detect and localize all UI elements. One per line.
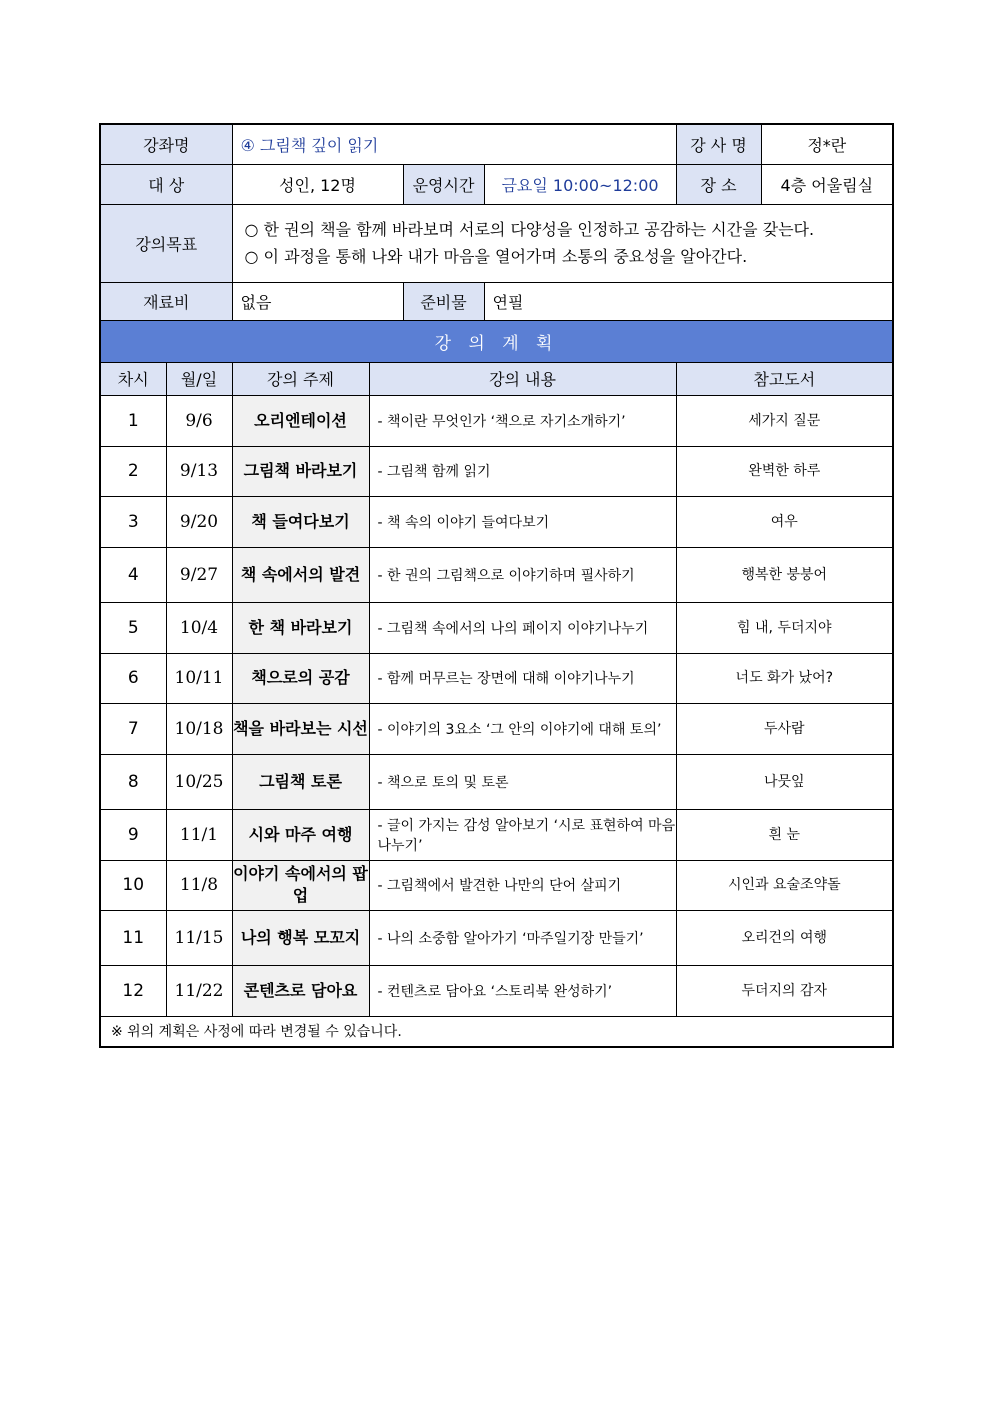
- session-reference: 두더지의 감자: [676, 965, 893, 1016]
- material-fee-label: 재료비: [100, 282, 232, 320]
- plan-row: [100, 965, 893, 1016]
- info-row-goal: [100, 204, 893, 282]
- session-topic: 책을 바라보는 시선: [232, 703, 369, 754]
- session-date: 11/15: [166, 910, 232, 965]
- session-content: - 나의 소중함 알아가기 ‘마주일기장 만들기’: [369, 910, 676, 965]
- session-date: 10/25: [166, 754, 232, 809]
- session-content: - 그림책에서 발견한 나만의 단어 살피기: [369, 860, 676, 910]
- instructor-name: 정*란: [761, 124, 893, 164]
- session-topic: 책 들여다보기: [232, 496, 369, 547]
- place-value: 4층 어울림실: [761, 164, 893, 204]
- course-name: ④ 그림책 깊이 읽기: [232, 124, 676, 164]
- header-no: 차시: [100, 362, 166, 395]
- session-number: 6: [100, 653, 166, 703]
- header-reference: 참고도서: [676, 362, 893, 395]
- plan-row: [100, 547, 893, 602]
- session-number: 5: [100, 602, 166, 653]
- session-content: - 함께 머무르는 장면에 대해 이야기나누기: [369, 653, 676, 703]
- material-fee-value: 없음: [232, 282, 403, 320]
- session-topic: 시와 마주 여행: [232, 809, 369, 860]
- session-number: 4: [100, 547, 166, 602]
- session-topic: 콘텐츠로 담아요: [232, 965, 369, 1016]
- session-topic: 오리엔테이션: [232, 395, 369, 446]
- note-text: ※ 위의 계획은 사정에 따라 변경될 수 있습니다.: [100, 1016, 893, 1047]
- session-date: 9/13: [166, 446, 232, 496]
- session-date: 11/22: [166, 965, 232, 1016]
- header-date: 월/일: [166, 362, 232, 395]
- session-content: - 그림책 함께 읽기: [369, 446, 676, 496]
- session-reference: 오리건의 여행: [676, 910, 893, 965]
- session-reference: 완벽한 하루: [676, 446, 893, 496]
- time-value: 금요일 10:00~12:00: [484, 164, 676, 204]
- course-label: 강좌명: [100, 124, 232, 164]
- session-number: 1: [100, 395, 166, 446]
- session-number: 3: [100, 496, 166, 547]
- session-number: 10: [100, 860, 166, 910]
- plan-row: [100, 602, 893, 653]
- target-label: 대 상: [100, 164, 232, 204]
- session-topic: 책으로의 공감: [232, 653, 369, 703]
- session-content: - 컨텐츠로 담아요 ‘스토리북 완성하기’: [369, 965, 676, 1016]
- plan-header-row: [100, 362, 893, 395]
- session-reference: 흰 눈: [676, 809, 893, 860]
- session-number: 11: [100, 910, 166, 965]
- plan-row: [100, 395, 893, 446]
- session-content: - 그림책 속에서의 나의 페이지 이야기나누기: [369, 602, 676, 653]
- supplies-value: 연필: [484, 282, 893, 320]
- plan-row: [100, 703, 893, 754]
- session-content: - 글이 가지는 감성 알아보기 ‘시로 표현하여 마음 나누기’: [369, 809, 676, 860]
- session-topic: 이야기 속에서의 팝업: [232, 860, 369, 910]
- session-number: 2: [100, 446, 166, 496]
- session-reference: 세가지 질문: [676, 395, 893, 446]
- goal-label: 강의목표: [100, 204, 232, 282]
- session-date: 11/1: [166, 809, 232, 860]
- info-row-material: [100, 282, 893, 320]
- plan-row: [100, 653, 893, 703]
- session-reference: 시인과 요술조약돌: [676, 860, 893, 910]
- header-topic: 강의 주제: [232, 362, 369, 395]
- session-content: - 이야기의 3요소 ‘그 안의 이야기에 대해 토의’: [369, 703, 676, 754]
- goal-text: [232, 204, 893, 282]
- supplies-label: 준비물: [403, 282, 484, 320]
- session-date: 9/20: [166, 496, 232, 547]
- plan-title: 강 의 계 획: [100, 320, 893, 362]
- session-number: 8: [100, 754, 166, 809]
- goal-line-2: ○ 이 과정을 통해 나와 내가 마음을 열어가며 소통의 중요성을 알아간다.: [244, 247, 748, 266]
- info-row-target: [100, 164, 893, 204]
- session-topic: 그림책 바라보기: [232, 446, 369, 496]
- session-date: 9/27: [166, 547, 232, 602]
- session-date: 10/18: [166, 703, 232, 754]
- place-label: 장 소: [676, 164, 761, 204]
- plan-row: [100, 860, 893, 910]
- note-row: [100, 1016, 893, 1047]
- instructor-label: 강 사 명: [676, 124, 761, 164]
- session-topic: 나의 행복 모꼬지: [232, 910, 369, 965]
- info-row-course: [100, 124, 893, 164]
- session-number: 7: [100, 703, 166, 754]
- session-reference: 너도 화가 났어?: [676, 653, 893, 703]
- session-number: 12: [100, 965, 166, 1016]
- plan-row: [100, 809, 893, 860]
- course-sheet: [99, 123, 892, 1048]
- plan-row: [100, 754, 893, 809]
- plan-rows: [100, 395, 893, 1016]
- session-date: 10/11: [166, 653, 232, 703]
- plan-row: [100, 496, 893, 547]
- session-topic: 한 책 바라보기: [232, 602, 369, 653]
- plan-row: [100, 910, 893, 965]
- session-number: 9: [100, 809, 166, 860]
- goal-line-1: ○ 한 권의 책을 함께 바라보며 서로의 다양성을 인정하고 공감하는 시간을 갖는다.: [244, 220, 815, 239]
- session-date: 11/8: [166, 860, 232, 910]
- session-reference: 두사람: [676, 703, 893, 754]
- session-reference: 힘 내, 두더지야: [676, 602, 893, 653]
- session-date: 10/4: [166, 602, 232, 653]
- plan-title-row: [100, 320, 893, 362]
- time-label: 운영시간: [403, 164, 484, 204]
- session-reference: 나뭇잎: [676, 754, 893, 809]
- session-date: 9/6: [166, 395, 232, 446]
- session-topic: 책 속에서의 발견: [232, 547, 369, 602]
- course-table: [99, 123, 894, 1048]
- target-value: 성인, 12명: [232, 164, 403, 204]
- session-content: - 책으로 토의 및 토론: [369, 754, 676, 809]
- header-content: 강의 내용: [369, 362, 676, 395]
- session-reference: 여우: [676, 496, 893, 547]
- session-content: - 한 권의 그림책으로 이야기하며 필사하기: [369, 547, 676, 602]
- plan-row: [100, 446, 893, 496]
- session-topic: 그림책 토론: [232, 754, 369, 809]
- session-content: - 책 속의 이야기 들여다보기: [369, 496, 676, 547]
- session-reference: 행복한 붕붕어: [676, 547, 893, 602]
- session-content: - 책이란 무엇인가 ‘책으로 자기소개하기’: [369, 395, 676, 446]
